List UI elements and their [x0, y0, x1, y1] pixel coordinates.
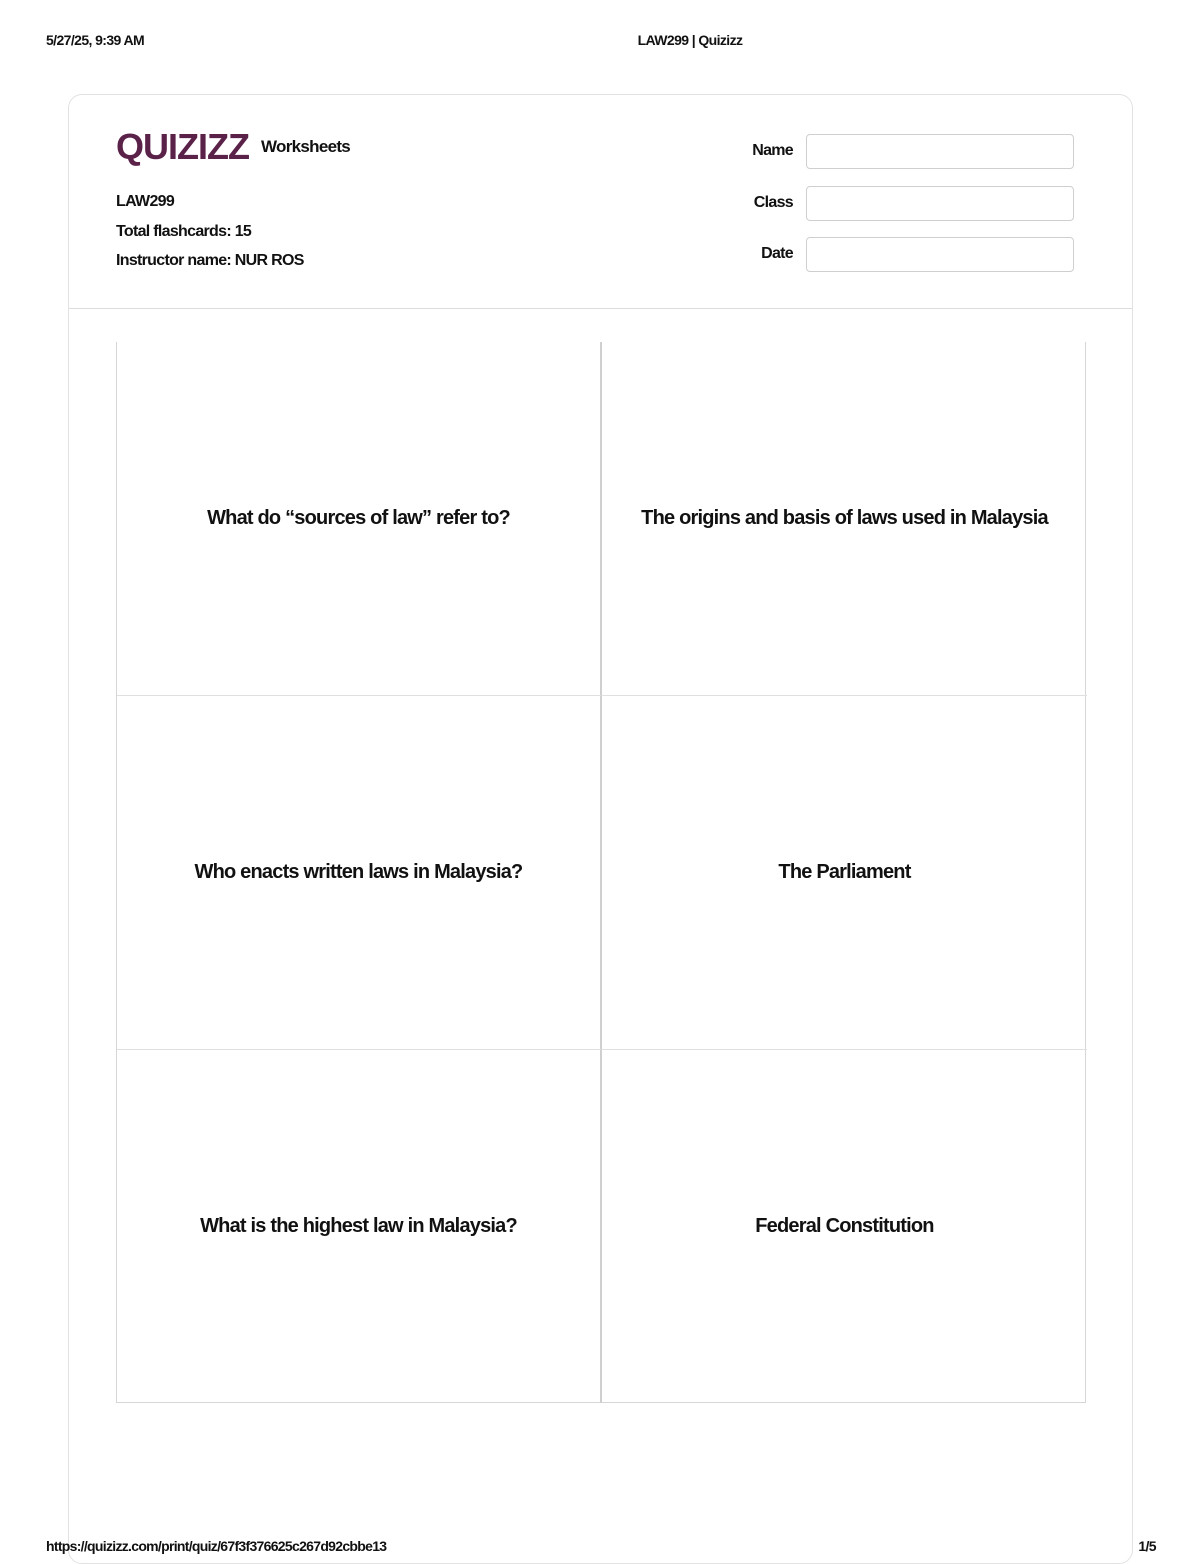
brand	[116, 126, 351, 167]
print-page-number: 1/5	[1138, 1538, 1156, 1554]
flashcard-term: What is the highest law in Malaysia?	[117, 1049, 602, 1403]
class-label: Class	[753, 194, 793, 211]
date-label: Date	[761, 245, 793, 262]
flashcard-grid	[116, 342, 1086, 1403]
flashcard-definition: The origins and basis of laws used in Malaysia	[641, 507, 1048, 529]
flashcard-term: Who enacts written laws in Malaysia?	[117, 695, 602, 1049]
flashcard-definition: Federal Constitution	[602, 1049, 1087, 1403]
worksheet-sheet	[68, 94, 1133, 1564]
flashcard-term: What do “sources of law” refer to?	[117, 342, 602, 695]
brand-product-label: Worksheets	[260, 137, 351, 156]
date-field-row	[729, 236, 1087, 272]
worksheet-title: LAW299	[116, 193, 175, 210]
date-field[interactable]	[806, 237, 1074, 272]
class-field[interactable]	[806, 186, 1074, 221]
print-url: https://quizizz.com/print/quiz/67f3f376625c267d92cbbe13	[46, 1538, 387, 1554]
flashcard-definition: The Parliament	[602, 695, 1087, 1049]
print-page-title: LAW299 | Quizizz	[637, 32, 743, 48]
print-datetime: 5/27/25, 9:39 AM	[46, 32, 145, 48]
quizizz-logo: QUIZIZZ	[116, 126, 249, 167]
flashcard-count: Total flashcards: 15	[116, 223, 252, 240]
name-field[interactable]	[806, 134, 1074, 169]
class-field-row	[729, 185, 1087, 221]
instructor-name: Instructor name: NUR ROS	[116, 252, 304, 269]
name-field-row	[729, 133, 1087, 169]
worksheet-header	[69, 95, 1132, 309]
name-label: Name	[752, 142, 793, 159]
